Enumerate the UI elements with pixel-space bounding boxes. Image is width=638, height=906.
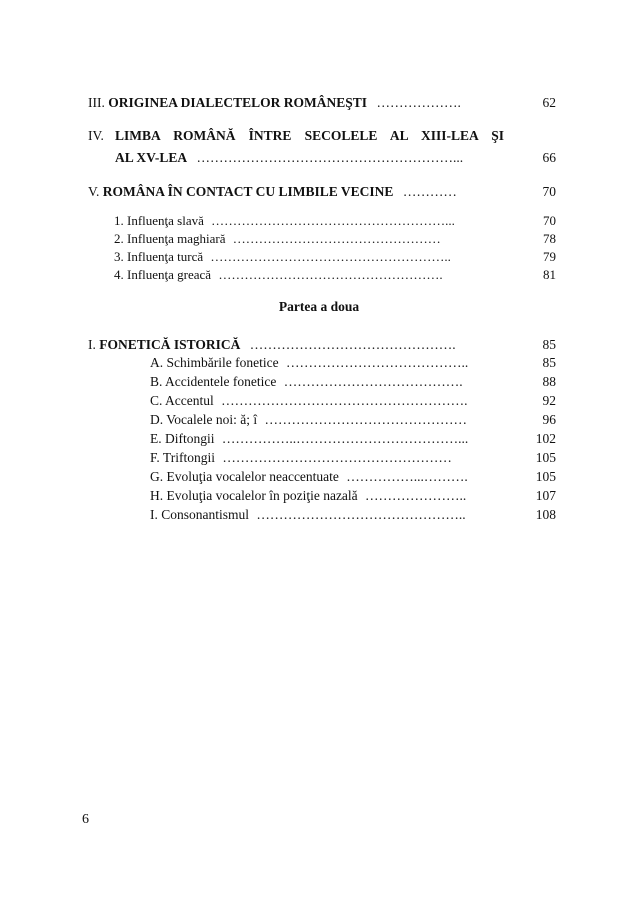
- chapter-number: III.: [88, 95, 105, 110]
- toc-subentry-accentul[interactable]: [150, 393, 468, 409]
- dot-leader: ……………………………………………….: [221, 393, 468, 408]
- chapter-number: IV.: [88, 128, 104, 143]
- toc-page-schimbarile-fonetice: [543, 355, 557, 371]
- toc-page-vocale-neaccentuate: [536, 469, 556, 485]
- page-number: 85: [542, 355, 556, 370]
- chapter-title: ROMÂNA ÎN CONTACT CU LIMBILE VECINE: [102, 184, 394, 199]
- page-number: 81: [543, 267, 556, 282]
- toc-subentry-diftongii[interactable]: [150, 431, 468, 447]
- toc-subentry-influence-maghiara[interactable]: [114, 231, 441, 247]
- subentry-label: 1. Influenţa slavă: [114, 213, 204, 228]
- chapter-number: I.: [88, 337, 96, 352]
- page-number: 79: [543, 249, 556, 264]
- subentry-label: B. Accidentele fonetice: [150, 374, 277, 389]
- dot-leader: …………………………………………: [232, 231, 441, 246]
- page-number: 92: [542, 393, 556, 408]
- dot-leader: ……………...……….: [346, 469, 468, 484]
- subentry-label: I. Consonantismul: [150, 507, 250, 522]
- subentry-label: 4. Influenţa greacă: [114, 267, 212, 282]
- dot-leader: ………………………………….: [283, 374, 463, 389]
- toc-subentry-influence-greaca[interactable]: [114, 267, 443, 283]
- toc-entry-phonetics[interactable]: [88, 337, 456, 353]
- page-number: 70: [542, 184, 556, 199]
- page-number: 70: [543, 213, 556, 228]
- dot-leader: ………………………………………..: [256, 507, 466, 522]
- toc-page-chapter-4: [543, 150, 557, 166]
- toc-page-phonetics: [543, 337, 557, 353]
- dot-leader: ……………………………………………: [222, 450, 452, 465]
- toc-page-chapter-3: [543, 95, 557, 111]
- page-number: 85: [542, 337, 556, 352]
- toc-subentry-triftongii[interactable]: [150, 450, 452, 466]
- chapter-title: ORIGINEA DIALECTELOR ROMÂNEŞTI: [108, 95, 368, 110]
- dot-leader: ……………….: [376, 95, 461, 110]
- subentry-label: H. Evoluţia vocalelor în poziţie nazală: [150, 488, 358, 503]
- toc-entry-chapter-3[interactable]: [88, 95, 556, 111]
- subentry-label: 2. Influenţa maghiară: [114, 231, 226, 246]
- dot-leader: …………………………………..: [285, 355, 469, 370]
- page-number: 96: [542, 412, 556, 427]
- toc-subentry-consonantismul[interactable]: [150, 507, 466, 523]
- toc-page-influence-slava: [543, 213, 556, 229]
- dot-leader: ……………………………………….: [249, 337, 456, 352]
- page-number: 107: [535, 488, 556, 503]
- dot-leader: …………………..: [365, 488, 467, 503]
- toc-entry-chapter-4-line2[interactable]: [115, 150, 463, 166]
- page-number: 62: [542, 95, 556, 110]
- chapter-number: V.: [88, 184, 100, 199]
- toc-subentry-influence-slava[interactable]: [114, 213, 455, 229]
- toc-entry-chapter-5[interactable]: [88, 184, 457, 200]
- toc-page-vocalele-noi: [543, 412, 557, 428]
- part-heading: Partea a doua: [278, 299, 360, 314]
- toc-page-influence-greaca: [543, 267, 556, 283]
- dot-leader: ………………………………………………..: [210, 249, 451, 264]
- toc-page-triftongii: [536, 450, 556, 466]
- toc-page-consonantismul: [536, 507, 556, 523]
- subentry-label: C. Accentul: [150, 393, 214, 408]
- page-number: 102: [535, 431, 556, 446]
- toc-page-vocale-nazala: [536, 488, 556, 504]
- subentry-label: A. Schimbările fonetice: [150, 355, 279, 370]
- toc-page-chapter-5: [543, 184, 557, 200]
- page-number: 66: [542, 150, 556, 165]
- toc-page-diftongii: [536, 431, 556, 447]
- dot-leader: …………: [402, 184, 457, 199]
- toc-subentry-vocale-nazala[interactable]: [150, 488, 466, 504]
- page-number: 88: [542, 374, 556, 389]
- toc-page-influence-maghiara: [543, 231, 556, 247]
- page-footer-number: 6: [82, 812, 89, 827]
- toc-subentry-schimbarile-fonetice[interactable]: [150, 355, 468, 371]
- toc-subentry-vocale-neaccentuate[interactable]: [150, 469, 468, 485]
- subentry-label: 3. Influenţa turcă: [114, 249, 204, 264]
- page-number: 108: [535, 507, 556, 522]
- page-number: 78: [543, 231, 556, 246]
- page-number: 105: [535, 450, 556, 465]
- toc-entry-chapter-4-line1[interactable]: [88, 128, 504, 144]
- dot-leader: ………………………………………: [264, 412, 467, 427]
- subentry-label: F. Triftongii: [150, 450, 215, 465]
- chapter-title: FONETICĂ ISTORICĂ: [99, 337, 241, 352]
- dot-leader: …………………………………………….: [218, 267, 443, 282]
- page-number: 105: [535, 469, 556, 484]
- subentry-label: E. Diftongii: [150, 431, 215, 446]
- chapter-title-continued: AL XV-LEA: [115, 150, 188, 165]
- dot-leader: ……………..………………………………...: [221, 431, 469, 446]
- toc-page-accentul: [543, 393, 557, 409]
- toc-subentry-influence-turca[interactable]: [114, 249, 451, 265]
- subentry-label: G. Evoluţia vocalelor neaccentuate: [150, 469, 339, 484]
- toc-page-influence-turca: [543, 249, 556, 265]
- toc-page-accidentele-fonetice: [543, 374, 557, 390]
- toc-subentry-accidentele-fonetice[interactable]: [150, 374, 463, 390]
- dot-leader: …………………………………………………...: [196, 150, 464, 165]
- subentry-label: D. Vocalele noi: ă; î: [150, 412, 258, 427]
- toc-subentry-vocalele-noi[interactable]: [150, 412, 467, 428]
- dot-leader: ………………………………………………...: [211, 213, 455, 228]
- chapter-title: LIMBA ROMÂNĂ ÎNTRE SECOLELE AL XIII-LEA ŞI: [115, 128, 504, 143]
